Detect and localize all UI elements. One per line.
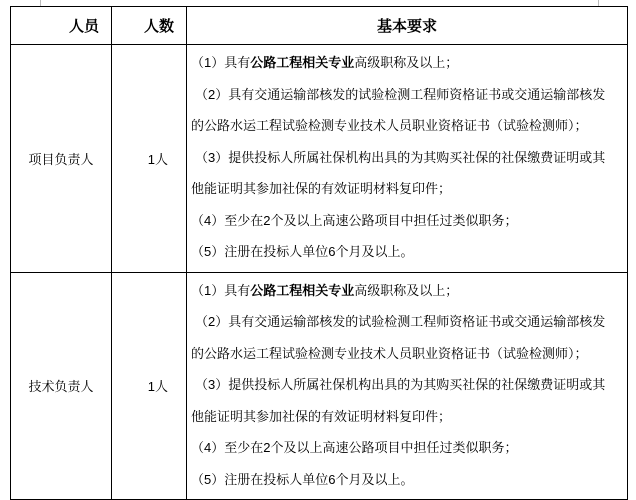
requirement-line	[191, 369, 627, 401]
requirement-text: （4）至少在2个及以上高速公路项目中担任过类似职务；	[191, 212, 518, 228]
requirement-line	[191, 236, 627, 268]
person-cell: 项目负责人	[11, 45, 112, 273]
requirement-line	[191, 275, 627, 307]
requirement-text: （1）具有	[191, 55, 251, 70]
header-requirements: 基本要求	[187, 7, 628, 45]
requirement-line	[191, 79, 627, 111]
requirement-line	[191, 47, 627, 79]
requirement-text: 的公路水运工程试验检测专业技术人员职业资格证书（试验检测师）；	[191, 118, 588, 133]
requirement-line	[191, 464, 627, 496]
requirement-line	[191, 142, 627, 174]
person-cell: 技术负责人	[11, 272, 112, 500]
count-cell: 1人	[112, 45, 187, 273]
requirement-text: （3）提供投标人所属社保机构出具的为其购买社保的社保缴费证明或其	[195, 377, 606, 392]
count-cell: 1人	[112, 272, 187, 500]
requirement-line	[191, 110, 627, 142]
table-row	[11, 272, 628, 500]
requirements-cell	[187, 272, 628, 500]
table-row	[11, 45, 628, 273]
requirement-text: 的公路水运工程试验检测专业技术人员职业资格证书（试验检测师）；	[191, 345, 588, 361]
requirement-line	[191, 338, 627, 370]
requirement-line	[191, 205, 627, 237]
requirement-text: （5）注册在投标人单位6个月及以上。	[191, 471, 414, 487]
requirements-cell	[187, 45, 628, 273]
header-count: 人数	[112, 7, 187, 45]
requirement-emphasis: 公路工程相关专业	[250, 55, 355, 70]
requirement-line	[191, 432, 627, 464]
requirement-line	[191, 306, 627, 338]
requirement-text: （5）注册在投标人单位6个月及以上。	[191, 244, 414, 259]
requirement-emphasis: 公路工程相关专业	[250, 282, 355, 298]
requirement-text: （3）提供投标人所属社保机构出具的为其购买社保的社保缴费证明或其	[195, 149, 606, 165]
requirement-line	[191, 173, 627, 205]
requirement-text: （1）具有	[191, 282, 251, 298]
requirement-text: 高级职称及以上；	[354, 282, 459, 298]
header-person: 人员	[11, 7, 112, 45]
requirement-text: 高级职称及以上；	[354, 55, 459, 70]
personnel-requirements-table	[10, 6, 628, 500]
requirement-text: （2）具有交通运输部核发的试验检测工程师资格证书或交通运输部核发	[195, 314, 606, 329]
requirement-text: （4）至少在2个及以上高速公路项目中担任过类似职务；	[191, 440, 518, 455]
requirement-text: 他能证明其参加社保的有效证明材料复印件；	[191, 181, 452, 196]
requirement-text: 他能证明其参加社保的有效证明材料复印件；	[191, 408, 452, 424]
table-header-row	[11, 7, 628, 45]
requirement-line	[191, 401, 627, 433]
requirement-text: （2）具有交通运输部核发的试验检测工程师资格证书或交通运输部核发	[195, 86, 606, 102]
